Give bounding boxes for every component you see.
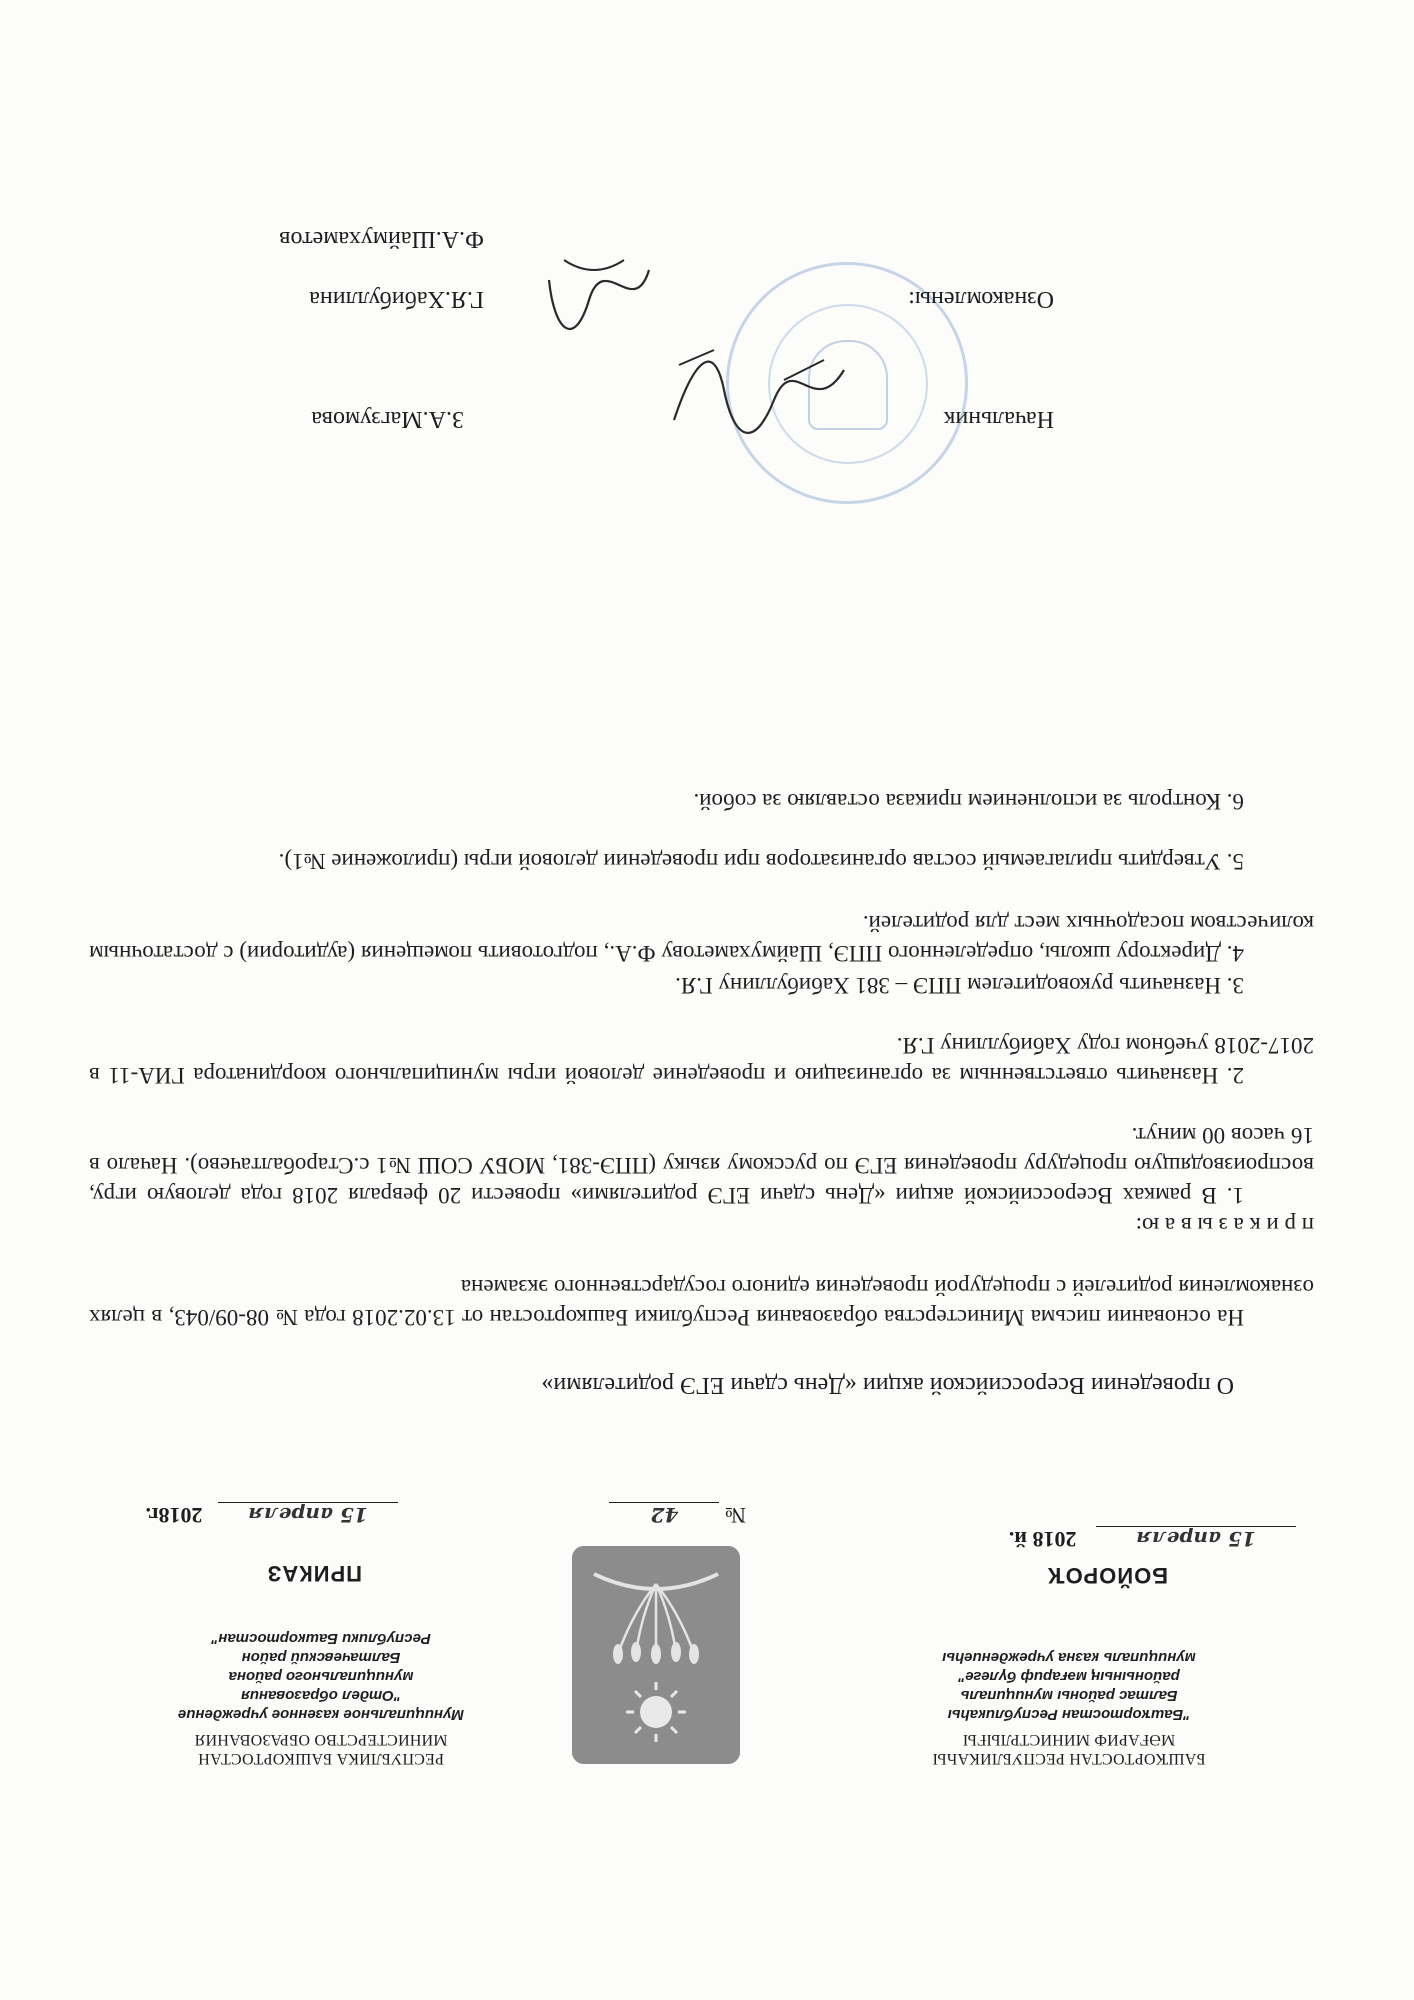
- signatory-name: З.А.Магзумова: [311, 406, 464, 432]
- order-item: 6. Контроль за исполнением приказа оставляю за собой.: [693, 789, 1244, 814]
- handwritten-date: 15 апреля: [218, 1502, 398, 1527]
- order-item: 2. Назначить ответственным за организацию и проведение деловой игры муниципального координатора ГИА-11 в 2017-2018 учебном году Хабибуллину Г.Я.: [89, 1033, 1314, 1088]
- acquainted-label: Ознакомлены:: [908, 286, 1054, 312]
- signatory-position: Начальник: [943, 406, 1054, 432]
- org-line: МИНИСТЕРСТВО ОБРАЗОВАНИЯ: [194, 1731, 448, 1748]
- title-bashkir: БОЙОРОҠ: [1046, 1563, 1168, 1588]
- number-label: №: [725, 1503, 746, 1528]
- handwritten-date: 15 апреля: [1096, 1526, 1296, 1551]
- emblem-icon: [572, 1546, 740, 1764]
- org-name-line: "Отдел образования: [240, 1687, 402, 1704]
- order-word: п р и к а з ы в а ю:: [1135, 1213, 1314, 1238]
- signature-acquainted-icon: [534, 240, 664, 340]
- order-subject: О проведении Всероссийской акции «День сдачи ЕГЭ родителями»: [541, 1372, 1234, 1398]
- order-item: 1. В рамках Всероссийской акции «День сдачи ЕГЭ родителями» провести 20 февраля 2018 года деловую игру, воспроизводящую процедуру проведения ЕГЭ по русскому языку (ППЭ-381, МОБУ СОШ №1 с.Старобалтачево). Начало в 16 часов 00 минут.: [89, 1123, 1314, 1208]
- date-right: [145, 1502, 398, 1528]
- date-left: [1009, 1526, 1296, 1552]
- order-number: [610, 1502, 747, 1528]
- org-name-line: муниципаль казна учреждениеһы: [942, 1649, 1196, 1666]
- acquainted-name: Ф.А.Шаймухаметов: [279, 226, 484, 252]
- org-name-line: Муниципальное казенное учреждение: [177, 1706, 465, 1723]
- org-name-line: районының мәғариф бүлеге": [958, 1668, 1180, 1685]
- org-name-line: Балтас районы муниципаль: [960, 1687, 1178, 1704]
- preamble: На основании письма Министерства образования Республики Башкортостан от 13.02.2018 года № 08-09/043, в целях ознакомления родителей с процедурой проведения единого государственного экзамена: [89, 1275, 1314, 1330]
- org-line: БАШҠОРТОСТАН РЕСПУБЛИКАҺЫ: [932, 1750, 1206, 1767]
- handwritten-number: 42: [610, 1502, 720, 1527]
- org-name-line: "Башҡортостан Республикаһы: [947, 1706, 1191, 1723]
- date-year: 2018 й.: [1008, 1527, 1077, 1552]
- date-year: 2018г.: [145, 1503, 203, 1528]
- org-line: МӘҒАРИФ МИНИСТРЛЫҒЫ: [962, 1731, 1176, 1748]
- order-item: 5. Утвердить прилагаемый состав организаторов при проведении деловой игры (приложение №1).: [278, 849, 1244, 874]
- org-name-line: Республики Башкортостан": [211, 1630, 431, 1647]
- title-russian: ПРИКАЗ: [266, 1561, 362, 1586]
- header-left-org: [834, 1648, 1304, 1768]
- acquainted-name: Г.Я.Хабибуллина: [309, 286, 484, 312]
- order-item: 3. Назначить руководителем ППЭ – 381 Хабибуллину Г.Я.: [675, 973, 1244, 998]
- org-line: РЕСПУБЛИКА БАШКОРТОСТАН: [198, 1750, 444, 1767]
- org-name-line: муниципального района: [228, 1668, 414, 1685]
- org-name-line: Балтачевский район: [241, 1649, 401, 1666]
- signature-head-icon: [664, 330, 854, 460]
- order-item: 4. Директору школы, определенного ППЭ, Шаймухаметову Ф.А., подготовить помещения (аудитории) с достаточным количеством посадочных мест для родителей.: [89, 911, 1314, 966]
- coat-of-arms-emblem: [572, 1546, 740, 1764]
- header-right-org: [86, 1629, 556, 1768]
